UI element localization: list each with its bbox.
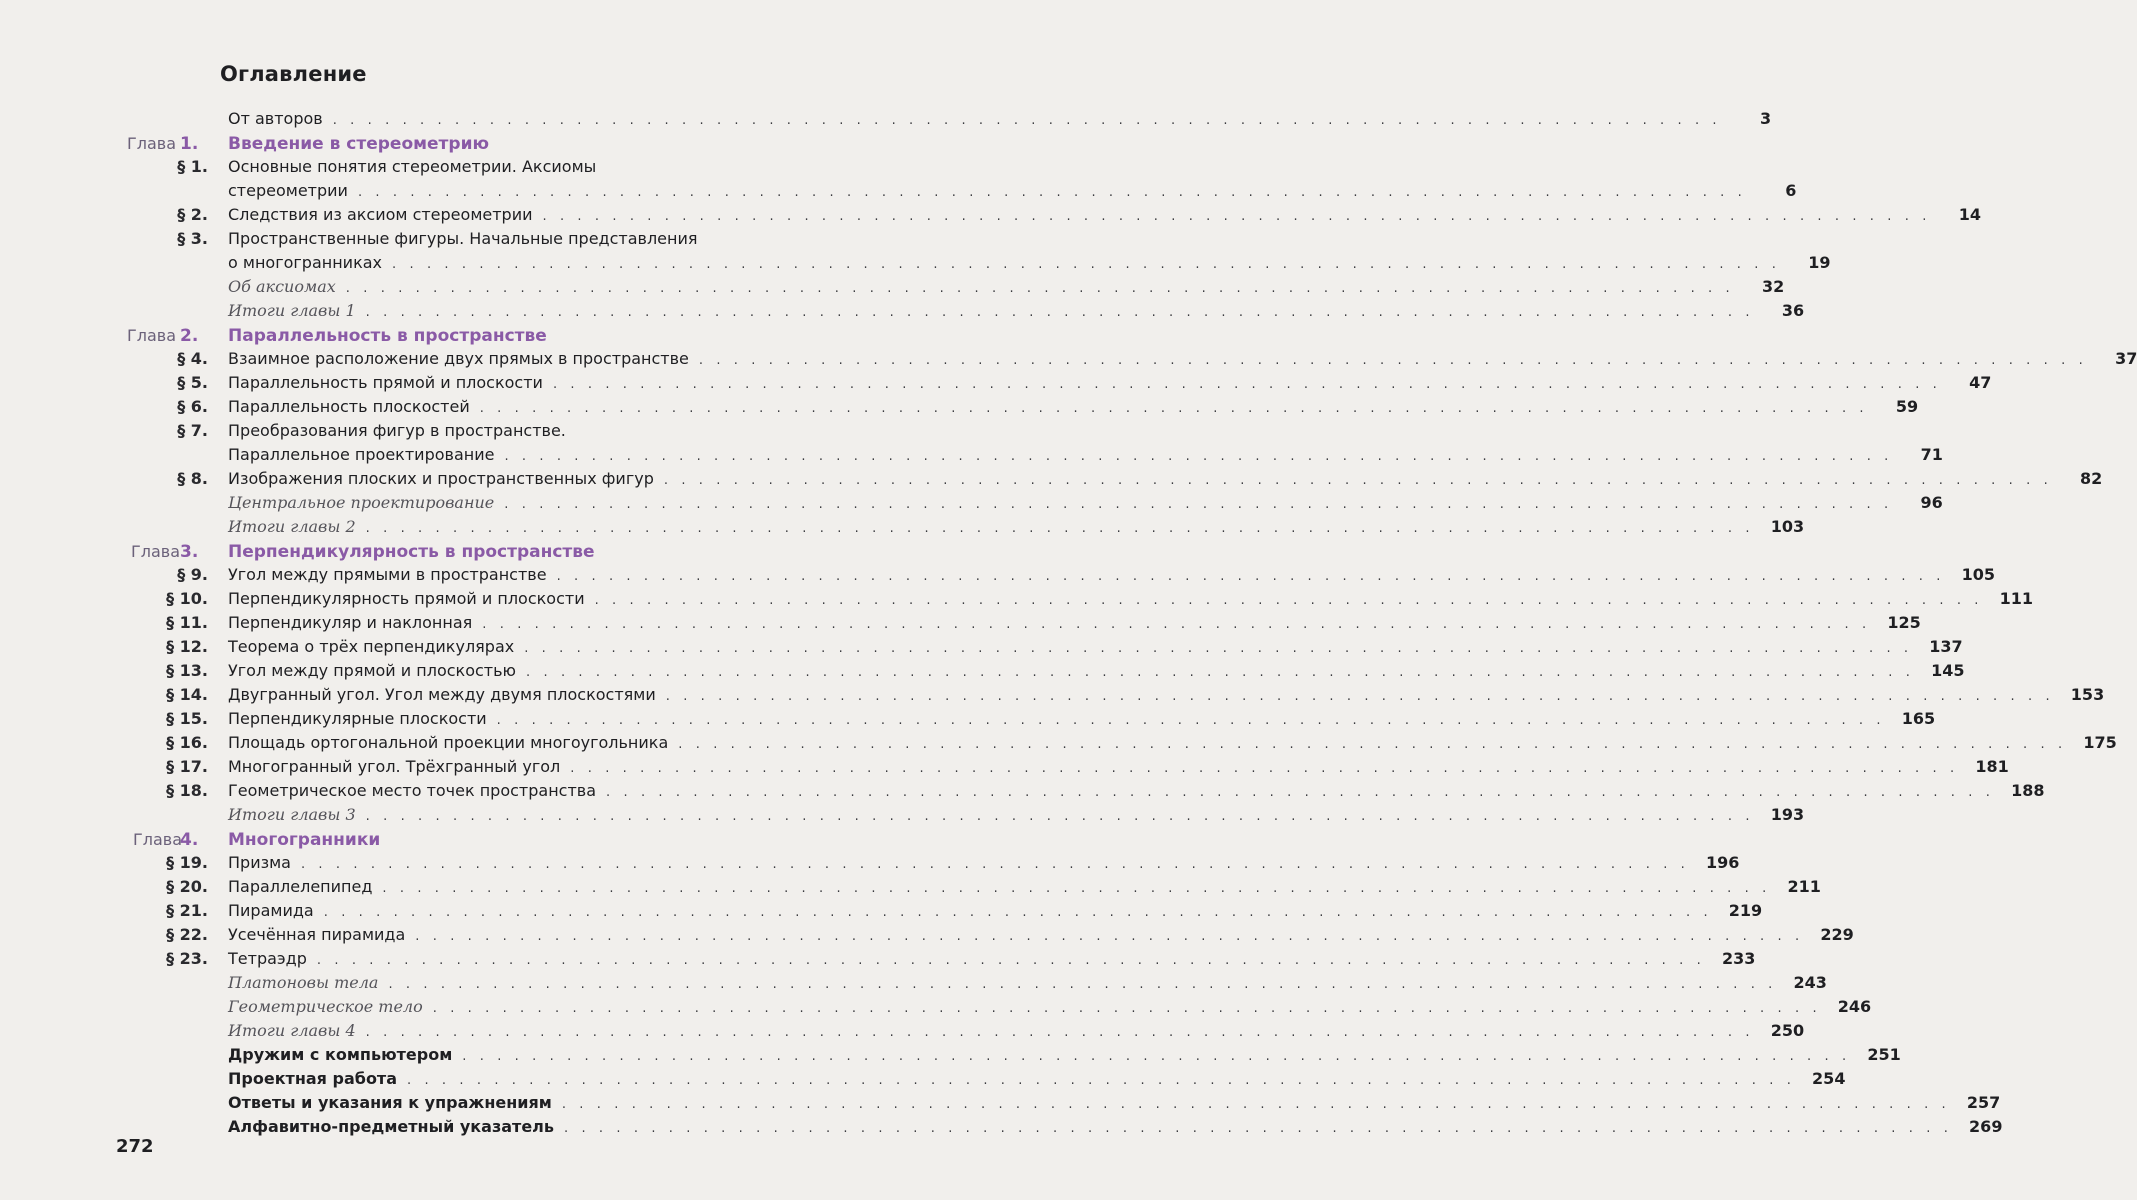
toc-row (0, 1045, 1901, 1069)
toc-entry[interactable] (228, 349, 2137, 368)
entry-page: 165 (1901, 709, 1936, 728)
leader-dots: . . . . . . . . . . . . . . . . . . . . . . . . . . . . . . . . . . . . . . . . . . . . . . . . . . . . . . . . . . . . . . . . . . . . . . . . . . . . . . . . (365, 305, 1755, 320)
chapter-heading[interactable] (0, 830, 900, 854)
toc-entry[interactable] (228, 613, 1921, 632)
leader-dots: . . . . . . . . . . . . . . . . . . . . . . . . . . . . . . . . . . . . . . . . . . . . . . . . . . . . . . . . . . . . . . . . . . . . . . . . . . . . . . . . (556, 569, 1946, 584)
toc-row (0, 685, 2105, 709)
toc-row (0, 709, 1936, 733)
entry-title: Усечённая пирамида (228, 925, 406, 944)
entry-page: 196 (1706, 853, 1740, 872)
section-number: § 11. (166, 613, 208, 632)
leader-dots: . . . . . . . . . . . . . . . . . . . . . . . . . . . . . . . . . . . . . . . . . . . . . . . . . . . . . . . . . . . . . . . . . . . . . . . . . . . . . . . . (323, 905, 1713, 920)
page-title: Оглавление (220, 62, 367, 86)
leader-dots: . . . . . . . . . . . . . . . . . . . . . . . . . . . . . . . . . . . . . . . . . . . . . . . . . . . . . . . . . . . . . . . . . . . . . . . . . . . . . . . . (594, 593, 1984, 608)
toc-row (0, 589, 2034, 613)
toc-row (0, 1093, 2001, 1117)
toc-row (0, 805, 1805, 829)
leader-dots: . . . . . . . . . . . . . . . . . . . . . . . . . . . . . . . . . . . . . . . . . . . . . . . . . . . . . . . . . . . . . . . . . . . . . . . . . . . . . . . . (407, 1073, 1796, 1088)
leader-dots: . . . . . . . . . . . . . . . . . . . . . . . . . . . . . . . . . . . . . . . . . . . . . . . . . . . . . . . . . . . . . . . . . . . . . . . . . . . . . . . . (365, 1025, 1755, 1040)
chapter-heading[interactable] (0, 134, 900, 158)
leader-dots: . . . . . . . . . . . . . . . . . . . . . . . . . . . . . . . . . . . . . . . . . . . . . . . . . . . . . . . . . . . . . . . . . . . . . . . . . . . . . . . . (345, 281, 1735, 296)
section-number: § 17. (166, 757, 208, 776)
entry-page: 105 (1961, 565, 1996, 584)
toc-entry[interactable] (228, 877, 1821, 896)
entry-title-line1: Пространственные фигуры. Начальные представления (228, 229, 698, 248)
entry-page: 36 (1781, 301, 1805, 320)
entry-page: 37 (2115, 349, 2137, 368)
chapter-label: Глава (132, 830, 182, 849)
entry-title: Перпендикулярность прямой и плоскости (228, 589, 585, 608)
toc-entry[interactable] (228, 1045, 1901, 1064)
entry-page: 211 (1787, 877, 1821, 896)
chapter-number: 1. (180, 134, 199, 154)
entry-title: Следствия из аксиом стереометрии (228, 205, 533, 224)
entry-page: 103 (1770, 517, 1805, 536)
toc-row (0, 469, 2103, 493)
entry-page: 257 (1966, 1093, 2001, 1112)
section-number: § 13. (166, 661, 208, 680)
leader-dots: . . . . . . . . . . . . . . . . . . . . . . . . . . . . . . . . . . . . . . . . . . . . . . . . . . . . . . . . . . . . . . . . . . . . . . . . . . . . . . . . (300, 857, 1690, 872)
entry-title-line1: Преобразования фигур в пространстве. (228, 421, 566, 440)
toc-row (0, 373, 1992, 397)
entry-title: От авторов (228, 109, 323, 128)
leader-dots: . . . . . . . . . . . . . . . . . . . . . . . . . . . . . . . . . . . . . . . . . . . . . . . . . . . . . . . . . . . . . . . . . . . . . . . . . . . . . . . . (606, 785, 1995, 800)
toc-entry[interactable] (228, 253, 1831, 272)
entry-page: 145 (1931, 661, 1965, 680)
entry-title: Алфавитно-предметный указатель (228, 1117, 554, 1136)
toc-row (0, 229, 900, 253)
entry-title: Пирамида (228, 901, 314, 920)
toc-entry[interactable] (228, 565, 1996, 584)
leader-dots: . . . . . . . . . . . . . . . . . . . . . . . . . . . . . . . . . . . . . . . . . . . . . . . . . . . . . . . . . . . . . . . . . . . . . . . . . . . . . . . . (542, 209, 1931, 224)
toc-entry[interactable] (228, 661, 1965, 680)
entry-page: 14 (1958, 205, 1981, 224)
entry-page: 19 (1808, 253, 1831, 272)
section-number: § 4. (177, 349, 208, 368)
entry-page: 3 (1760, 109, 1772, 128)
toc-entry[interactable] (228, 733, 2117, 752)
entry-title: Параллельное проектирование (228, 445, 495, 464)
toc-entry[interactable] (228, 493, 1943, 512)
entry-title: Призма (228, 853, 291, 872)
chapter-number: 4. (180, 830, 199, 850)
entry-page: 243 (1793, 973, 1827, 992)
leader-dots: . . . . . . . . . . . . . . . . . . . . . . . . . . . . . . . . . . . . . . . . . . . . . . . . . . . . . . . . . . . . . . . . . . . . . . . . . . . . . . . . (382, 881, 1771, 896)
toc-entry[interactable] (228, 373, 1992, 392)
section-number: § 15. (166, 709, 208, 728)
entry-page: 96 (1920, 493, 1943, 512)
entry-title: Геометрическое место точек пространства (228, 781, 597, 800)
entry-title: Площадь ортогональной проекции многоугольника (228, 733, 669, 752)
chapter-title: Параллельность в пространстве (228, 326, 547, 346)
section-number: § 20. (166, 877, 208, 896)
entry-title: стереометрии (228, 181, 348, 200)
section-number: § 5. (177, 373, 208, 392)
toc-row (0, 157, 900, 181)
entry-title: Параллелепипед (228, 877, 373, 896)
entry-title: Перпендикуляр и наклонная (228, 613, 473, 632)
toc-row (0, 613, 1921, 637)
leader-dots: . . . . . . . . . . . . . . . . . . . . . . . . . . . . . . . . . . . . . . . . . . . . . . . . . . . . . . . . . . . . . . . . . . . . . . . . . . . . . . . . (357, 185, 1747, 200)
entry-title: Угол между прямой и плоскостью (228, 661, 517, 680)
entry-title: Итоги главы 3 (228, 805, 356, 824)
leader-dots: . . . . . . . . . . . . . . . . . . . . . . . . . . . . . . . . . . . . . . . . . . . . . . . . . . . . . . . . . . . . . . . . . . . . . . . . . . . . . . . . (496, 713, 1886, 728)
entry-title-line1: Основные понятия стереометрии. Аксиомы (228, 157, 597, 176)
section-number: § 9. (177, 565, 208, 584)
leader-dots: . . . . . . . . . . . . . . . . . . . . . . . . . . . . . . . . . . . . . . . . . . . . . . . . . . . . . . . . . . . . . . . . . . . . . . . . . . . . . . . . (561, 1097, 1951, 1112)
entry-title: Теорема о трёх перпендикулярах (228, 637, 515, 656)
leader-dots: . . . . . . . . . . . . . . . . . . . . . . . . . . . . . . . . . . . . . . . . . . . . . . . . . . . . . . . . . . . . . . . . . . . . . . . . . . . . . . . . (415, 929, 1804, 944)
entry-title: Проектная работа (228, 1069, 397, 1088)
entry-title: Дружим с компьютером (228, 1045, 453, 1064)
section-number: § 14. (166, 685, 208, 704)
entry-page: 59 (1895, 397, 1919, 416)
toc-entry[interactable] (228, 181, 1797, 200)
entry-title: Изображения плоских и пространственных фигур (228, 469, 654, 488)
entry-title: Параллельность плоскостей (228, 397, 470, 416)
toc-entry[interactable] (228, 805, 1805, 824)
toc-entry[interactable] (228, 973, 1827, 992)
toc-row (0, 757, 2009, 781)
leader-dots: . . . . . . . . . . . . . . . . . . . . . . . . . . . . . . . . . . . . . . . . . . . . . . . . . . . . . . . . . . . . . . . . . . . . . . . . . . . . . . . . (392, 257, 1781, 272)
toc-entry[interactable] (228, 469, 2103, 488)
toc-entry[interactable] (228, 205, 1981, 224)
leader-dots: . . . . . . . . . . . . . . . . . . . . . . . . . . . . . . . . . . . . . . . . . . . . . . . . . . . . . . . . . . . . . . . . . . . . . . . . . . . . . . . . (524, 641, 1913, 656)
entry-title: Параллельность прямой и плоскости (228, 373, 543, 392)
toc-row (0, 733, 2117, 757)
entry-page: 219 (1728, 901, 1763, 920)
leader-dots: . . . . . . . . . . . . . . . . . . . . . . . . . . . . . . . . . . . . . . . . . . . . . . . . . . . . . . . . . . . . . . . . . . . . . . . . . . . . . . . . (504, 497, 1893, 512)
section-number: § 12. (166, 637, 208, 656)
entry-page: 47 (1969, 373, 1992, 392)
leader-dots: . . . . . . . . . . . . . . . . . . . . . . . . . . . . . . . . . . . . . . . . . . . . . . . . . . . . . . . . . . . . . . . . . . . . . . . . . . . . . . . . (479, 401, 1869, 416)
entry-title: Итоги главы 2 (228, 517, 356, 536)
toc-entry[interactable] (228, 757, 2009, 776)
entry-page: 32 (1761, 277, 1785, 296)
toc-row (0, 493, 1943, 517)
toc-row (0, 901, 1763, 925)
toc-row (0, 1069, 1846, 1093)
entry-title: Об аксиомах (228, 277, 336, 296)
leader-dots: . . . . . . . . . . . . . . . . . . . . . . . . . . . . . . . . . . . . . . . . . . . . . . . . . . . . . . . . . . . . . . . . . . . . . . . . . . . . . . . . (663, 473, 2053, 488)
entry-page: 246 (1837, 997, 1872, 1016)
toc-entry[interactable] (228, 949, 1756, 968)
section-number: § 21. (166, 901, 208, 920)
chapter-title: Введение в стереометрию (228, 134, 490, 154)
toc-row (0, 973, 1827, 997)
entry-title: о многогранниках (228, 253, 383, 272)
toc-entry[interactable] (228, 1021, 1805, 1040)
entry-title: Перпендикулярные плоскости (228, 709, 487, 728)
leader-dots: . . . . . . . . . . . . . . . . . . . . . . . . . . . . . . . . . . . . . . . . . . . . . . . . . . . . . . . . . . . . . . . . . . . . . . . . . . . . . . . . (570, 761, 1959, 776)
toc-row (0, 925, 1854, 949)
leader-dots: . . . . . . . . . . . . . . . . . . . . . . . . . . . . . . . . . . . . . . . . . . . . . . . . . . . . . . . . . . . . . . . . . . . . . . . . . . . . . . . . (698, 353, 2088, 368)
toc-entry[interactable] (228, 853, 1740, 872)
chapter-number: 2. (180, 326, 199, 346)
leader-dots: . . . . . . . . . . . . . . . . . . . . . . . . . . . . . . . . . . . . . . . . . . . . . . . . . . . . . . . . . . . . . . . . . . . . . . . . . . . . . . . . (678, 737, 2067, 752)
entry-page: 229 (1820, 925, 1854, 944)
chapter-title: Перпендикулярность в пространстве (228, 542, 595, 562)
leader-dots: . . . . . . . . . . . . . . . . . . . . . . . . . . . . . . . . . . . . . . . . . . . . . . . . . . . . . . . . . . . . . . . . . . . . . . . . . . . . . . . . (552, 377, 1942, 392)
chapter-label: Глава (126, 326, 176, 345)
toc-row (0, 277, 1785, 301)
entry-page: 193 (1770, 805, 1805, 824)
entry-page: 82 (2080, 469, 2103, 488)
toc-entry[interactable] (228, 397, 1919, 416)
entry-page: 269 (1969, 1117, 2003, 1136)
toc-entry[interactable] (228, 685, 2105, 704)
toc-row (0, 109, 1772, 133)
toc-entry[interactable] (228, 637, 1963, 656)
toc-row (0, 853, 1740, 877)
leader-dots: . . . . . . . . . . . . . . . . . . . . . . . . . . . . . . . . . . . . . . . . . . . . . . . . . . . . . . . . . . . . . . . . . . . . . . . . . . . . . . . . (365, 809, 1755, 824)
chapter-title: Многогранники (228, 830, 381, 850)
leader-dots: . . . . . . . . . . . . . . . . . . . . . . . . . . . . . . . . . . . . . . . . . . . . . . . . . . . . . . . . . . . . . . . . . . . . . . . . . . . . . . . . (432, 1001, 1822, 1016)
toc-entry[interactable] (228, 445, 1943, 464)
toc-row (0, 253, 1831, 277)
toc-entry[interactable] (228, 301, 1805, 320)
entry-title: Многогранный угол. Трёхгранный угол (228, 757, 561, 776)
section-number: § 23. (166, 949, 208, 968)
entry-page: 125 (1887, 613, 1921, 632)
toc-row (0, 877, 1821, 901)
toc-row (0, 1021, 1805, 1045)
entry-title: Итоги главы 4 (228, 1021, 356, 1040)
leader-dots: . . . . . . . . . . . . . . . . . . . . . . . . . . . . . . . . . . . . . . . . . . . . . . . . . . . . . . . . . . . . . . . . . . . . . . . . . . . . . . . . (365, 521, 1755, 536)
toc-entry[interactable] (228, 709, 1936, 728)
toc-row (0, 301, 1805, 325)
toc-row (0, 661, 1965, 685)
leader-dots: . . . . . . . . . . . . . . . . . . . . . . . . . . . . . . . . . . . . . . . . . . . . . . . . . . . . . . . . . . . . . . . . . . . . . . . . . . . . . . . . (482, 617, 1871, 632)
section-number: § 6. (177, 397, 208, 416)
entry-page: 233 (1721, 949, 1756, 968)
chapter-label: Глава (126, 134, 176, 153)
toc-row (0, 997, 1872, 1021)
section-number: § 19. (166, 853, 208, 872)
toc-row (0, 181, 1797, 205)
section-number: § 7. (177, 421, 208, 440)
entry-page: 137 (1929, 637, 1963, 656)
entry-page: 153 (2070, 685, 2105, 704)
entry-page: 6 (1785, 181, 1797, 200)
toc-row (0, 445, 1943, 469)
entry-title: Взаимное расположение двух прямых в пространстве (228, 349, 689, 368)
section-number: § 22. (166, 925, 208, 944)
chapter-number: 3. (180, 542, 199, 562)
toc-row (0, 397, 1919, 421)
leader-dots: . . . . . . . . . . . . . . . . . . . . . . . . . . . . . . . . . . . . . . . . . . . . . . . . . . . . . . . . . . . . . . . . . . . . . . . . . . . . . . . . (462, 1049, 1851, 1064)
section-number: § 10. (166, 589, 208, 608)
toc-row (0, 517, 1805, 541)
entry-title: Угол между прямыми в пространстве (228, 565, 547, 584)
section-number: § 2. (177, 205, 208, 224)
toc-entry[interactable] (228, 277, 1785, 296)
toc-entry[interactable] (228, 1093, 2001, 1112)
entry-page: 111 (1999, 589, 2034, 608)
entry-page: 175 (2083, 733, 2117, 752)
toc-row (0, 781, 2045, 805)
section-number: § 1. (177, 157, 208, 176)
leader-dots: . . . . . . . . . . . . . . . . . . . . . . . . . . . . . . . . . . . . . . . . . . . . . . . . . . . . . . . . . . . . . . . . . . . . . . . . . . . . . . . . (388, 977, 1777, 992)
section-number: § 8. (177, 469, 208, 488)
entry-title: Тетраэдр (228, 949, 307, 968)
toc-entry[interactable] (228, 781, 2045, 800)
toc-entry[interactable] (228, 925, 1854, 944)
toc-row (0, 349, 2137, 373)
leader-dots: . . . . . . . . . . . . . . . . . . . . . . . . . . . . . . . . . . . . . . . . . . . . . . . . . . . . . . . . . . . . . . . . . . . . . . . . . . . . . . . . (564, 1121, 1953, 1136)
leader-dots: . . . . . . . . . . . . . . . . . . . . . . . . . . . . . . . . . . . . . . . . . . . . . . . . . . . . . . . . . . . . . . . . . . . . . . . . . . . . . . . . (504, 449, 1893, 464)
toc-entry[interactable] (228, 109, 1772, 128)
toc-entry[interactable] (228, 517, 1805, 536)
section-number: § 18. (166, 781, 208, 800)
entry-title: Центральное проектирование (228, 493, 495, 512)
entry-title: Ответы и указания к упражнениям (228, 1093, 552, 1112)
entry-page: 254 (1812, 1069, 1846, 1088)
toc-entry[interactable] (228, 589, 2034, 608)
entry-page: 251 (1867, 1045, 1901, 1064)
toc-row (0, 205, 1981, 229)
leader-dots: . . . . . . . . . . . . . . . . . . . . . . . . . . . . . . . . . . . . . . . . . . . . . . . . . . . . . . . . . . . . . . . . . . . . . . . . . . . . . . . . (526, 665, 1915, 680)
entry-title: Геометрическое тело (228, 997, 423, 1016)
toc-entry[interactable] (228, 1117, 2003, 1136)
leader-dots: . . . . . . . . . . . . . . . . . . . . . . . . . . . . . . . . . . . . . . . . . . . . . . . . . . . . . . . . . . . . . . . . . . . . . . . . . . . . . . . . (665, 689, 2055, 704)
chapter-heading[interactable] (0, 542, 900, 566)
toc-row (0, 421, 900, 445)
toc-entry[interactable] (228, 1069, 1846, 1088)
leader-dots: . . . . . . . . . . . . . . . . . . . . . . . . . . . . . . . . . . . . . . . . . . . . . . . . . . . . . . . . . . . . . . . . . . . . . . . . . . . . . . . . (316, 953, 1706, 968)
entry-title: Двугранный угол. Угол между двумя плоскостями (228, 685, 656, 704)
toc-row (0, 949, 1756, 973)
chapter-label: Глава (130, 542, 180, 561)
entry-page: 250 (1770, 1021, 1805, 1040)
toc-row (0, 565, 1996, 589)
entry-page: 181 (1975, 757, 2009, 776)
section-number: § 3. (177, 229, 208, 248)
page-number: 272 (116, 1136, 154, 1157)
section-number: § 16. (166, 733, 208, 752)
leader-dots: . . . . . . . . . . . . . . . . . . . . . . . . . . . . . . . . . . . . . . . . . . . . . . . . . . . . . . . . . . . . . . . . . . . . . . . . . . . . . . . . (332, 113, 1722, 128)
toc-entry[interactable] (228, 901, 1763, 920)
entry-title: Итоги главы 1 (228, 301, 356, 320)
entry-page: 188 (2011, 781, 2045, 800)
entry-title: Платоновы тела (228, 973, 379, 992)
toc-row (0, 637, 1963, 661)
chapter-heading[interactable] (0, 326, 900, 350)
entry-page: 71 (1920, 445, 1943, 464)
toc-entry[interactable] (228, 997, 1872, 1016)
